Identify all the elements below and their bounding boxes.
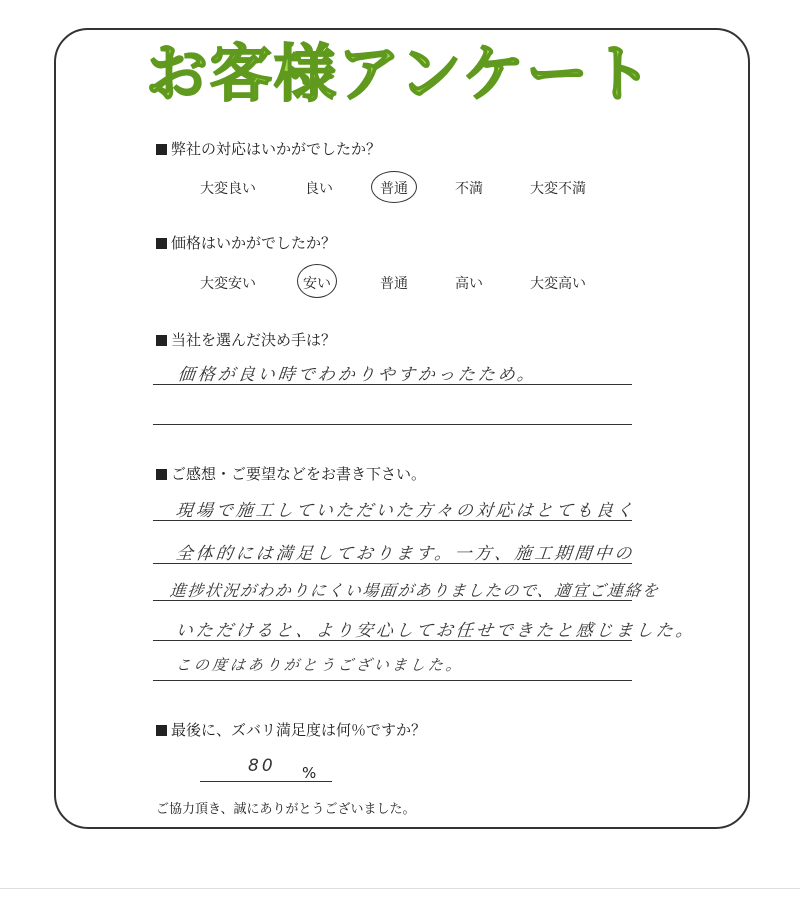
question-2-label: 価格はいかがでしたか？	[171, 234, 337, 252]
q4-answer-rule-4	[153, 640, 632, 641]
q3-answer-rule-2	[153, 424, 632, 425]
survey-title-block	[0, 34, 800, 114]
q2-option-5[interactable]: 大変高い	[530, 276, 586, 292]
q2-option-4[interactable]: 高い	[455, 276, 483, 292]
q3-answer-line-1: 価格が良い時でわかりやすかったため。	[176, 365, 539, 385]
square-bullet-icon	[156, 238, 167, 249]
q2-option-1[interactable]: 大変安い	[200, 276, 256, 292]
square-bullet-icon	[156, 335, 167, 346]
q1-option-4[interactable]: 不満	[455, 181, 483, 197]
q4-answer-line-4: いただけると、より安心してお任せできたと感じました。	[174, 621, 697, 641]
question-1-label: 弊社の対応はいかがでしたか？	[171, 140, 382, 158]
square-bullet-icon	[156, 469, 167, 480]
thank-you-footer: ご協力頂き、誠にありがとうございました。	[156, 802, 416, 817]
q4-answer-rule-1	[153, 520, 632, 521]
q1-option-1[interactable]: 大変良い	[200, 181, 256, 197]
survey-title: お客様アンケート	[145, 37, 655, 110]
q4-answer-line-2: 全体的には満足しております。一方、施工期間中の	[174, 544, 636, 564]
question-5-label: 最後に、ズバリ満足度は何％ですか？	[171, 721, 427, 739]
square-bullet-icon	[156, 144, 167, 155]
square-bullet-icon	[156, 725, 167, 736]
question-2	[156, 232, 336, 253]
question-4-label: ご感想・ご要望などをお書き下さい。	[171, 465, 427, 483]
page-bottom-divider	[0, 888, 800, 889]
q2-selection-circle	[297, 264, 337, 298]
q4-answer-line-5: この度はありがとうございました。	[175, 656, 465, 674]
question-5	[156, 719, 426, 740]
q4-answer-rule-5	[153, 680, 632, 681]
question-3	[156, 329, 336, 350]
satisfaction-underline	[200, 781, 332, 782]
q4-answer-rule-3	[153, 600, 632, 601]
q1-option-5[interactable]: 大変不満	[530, 181, 586, 197]
q1-selection-circle	[371, 171, 417, 203]
q1-option-2[interactable]: 良い	[305, 181, 333, 197]
q1-option-3[interactable]: 普通	[380, 181, 408, 197]
q2-option-3[interactable]: 普通	[380, 276, 408, 292]
q4-answer-rule-2	[153, 563, 632, 564]
question-1	[156, 138, 381, 159]
question-4	[156, 463, 426, 484]
satisfaction-unit: %	[302, 764, 317, 782]
question-3-label: 当社を選んだ決め手は？	[171, 331, 337, 349]
q3-answer-rule-1	[153, 384, 632, 385]
q4-answer-line-1: 現場で施工していただいた方々の対応はとても良く	[174, 501, 637, 521]
q4-answer-line-3: 進捗状況がわかりにくい場面がありましたので、適宜ご連絡を	[168, 581, 661, 600]
satisfaction-value: 80	[248, 756, 276, 776]
q2-option-2[interactable]: 安い	[303, 276, 331, 292]
